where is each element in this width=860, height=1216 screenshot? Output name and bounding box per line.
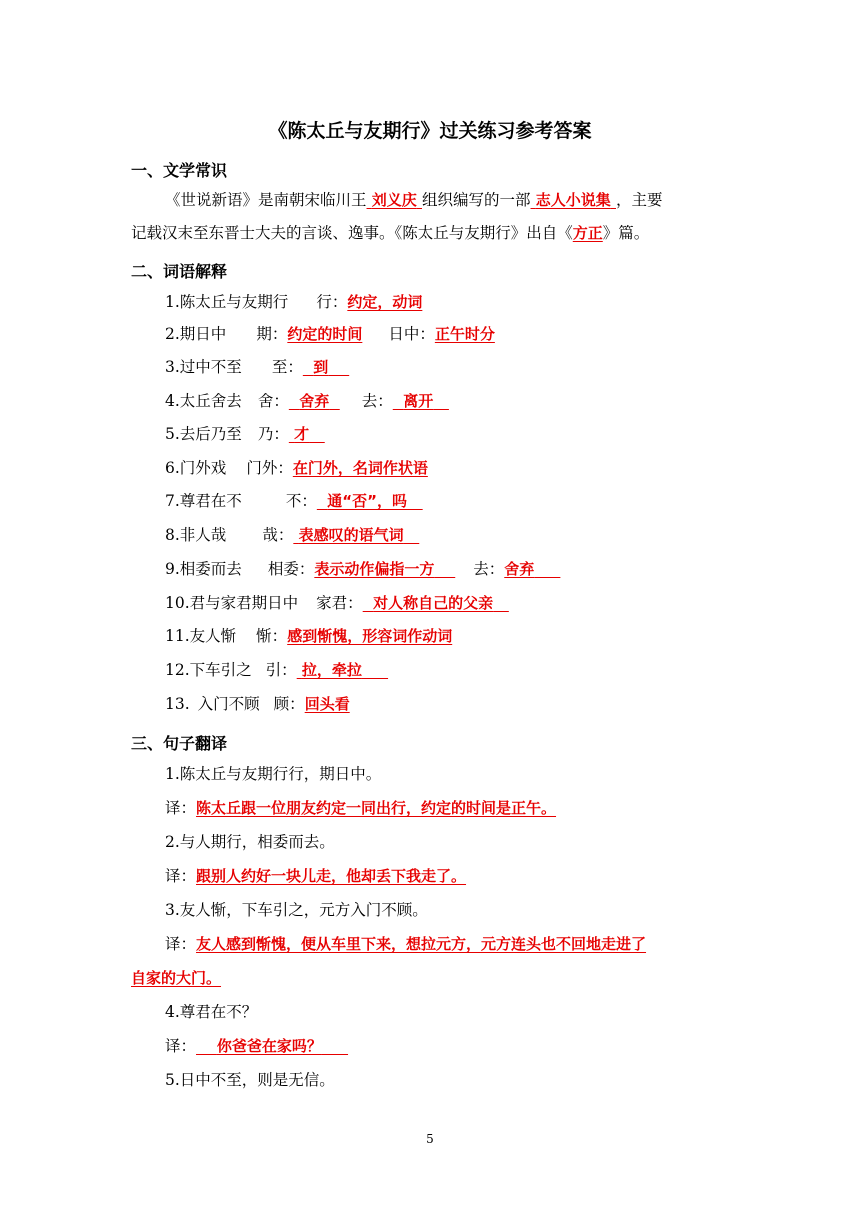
vocab-item-9: 9.相委而去 相委：表示动作偏指一方 去：舍弃 bbox=[165, 560, 535, 578]
vocab-item-2: 2.期日中 期：约定的时间 日中：正午时分 bbox=[165, 325, 495, 343]
vocab-item-10: 10.君与家君期日中 家君： 对人称自己的父亲 bbox=[165, 594, 494, 612]
section-heading-1: 一、文学常识 bbox=[131, 161, 228, 180]
translation-answer-1: 译：陈太丘跟一位朋友约定一同出行，约定的时间是正午。 bbox=[165, 799, 557, 817]
translation-question-1: 1.陈太丘与友期行行，期日中。 bbox=[165, 765, 382, 783]
translation-question-3: 3.友人惭，下车引之，元方入门不顾。 bbox=[165, 901, 428, 919]
vocab-item-8: 8.非人哉 哉： 表感叹的语气词 bbox=[165, 526, 404, 544]
translation-question-2: 2.与人期行，相委而去。 bbox=[165, 833, 335, 851]
translation-answer-2: 译：跟别人约好一块儿走，他却丢下我走了。 bbox=[165, 867, 467, 885]
vocab-item-3: 3.过中不至 至： 到 bbox=[165, 358, 329, 376]
answer-author: 刘义庆 bbox=[371, 191, 417, 209]
vocab-item-13: 13. 入门不顾 顾：回头看 bbox=[165, 695, 350, 713]
translation-answer-3: 译：友人感到惭愧，便从车里下来，想拉元方，元方连头也不回地走进了 bbox=[165, 935, 647, 953]
literature-paragraph-line-1: 《世说新语》是南朝宋临川王 刘义庆 组织编写的一部 志人小说集 ，主要 bbox=[165, 191, 663, 209]
answer-genre: 志人小说集 bbox=[535, 191, 611, 209]
translation-answer-4: 译： 你爸爸在家吗？ bbox=[165, 1037, 322, 1055]
section-heading-3: 三、句子翻译 bbox=[131, 734, 228, 753]
literature-paragraph-line-2: 记载汉末至东晋士大夫的言谈、逸事。《陈太丘与友期行》出自《方正》篇。 bbox=[131, 224, 650, 242]
translation-question-5: 5.日中不至，则是无信。 bbox=[165, 1071, 335, 1089]
translation-answer-3-continued: 自家的大门。 bbox=[131, 969, 222, 987]
vocab-item-4: 4.太丘舍去 舍： 舍弃 去： 离开 bbox=[165, 392, 434, 410]
answer-chapter: 方正 bbox=[572, 224, 603, 242]
page-number: 5 bbox=[426, 1132, 434, 1146]
vocab-item-12: 12.下车引之 引： 拉，牵拉 bbox=[165, 661, 362, 679]
section-heading-2: 二、词语解释 bbox=[131, 262, 228, 281]
vocab-item-7: 7.尊君在不 不： 通“否”，吗 bbox=[165, 492, 407, 510]
vocab-item-6: 6.门外戏 门外：在门外，名词作状语 bbox=[165, 459, 428, 477]
translation-question-4: 4.尊君在不？ bbox=[165, 1003, 258, 1021]
vocab-item-5: 5.去后乃至 乃： 才 bbox=[165, 425, 310, 443]
page-title: 《陈太丘与友期行》过关练习参考答案 bbox=[268, 120, 592, 142]
vocab-item-11: 11.友人惭 惭：感到惭愧，形容词作动词 bbox=[165, 627, 453, 645]
vocab-item-1: 1.陈太丘与友期行 行：约定，动词 bbox=[165, 293, 423, 311]
